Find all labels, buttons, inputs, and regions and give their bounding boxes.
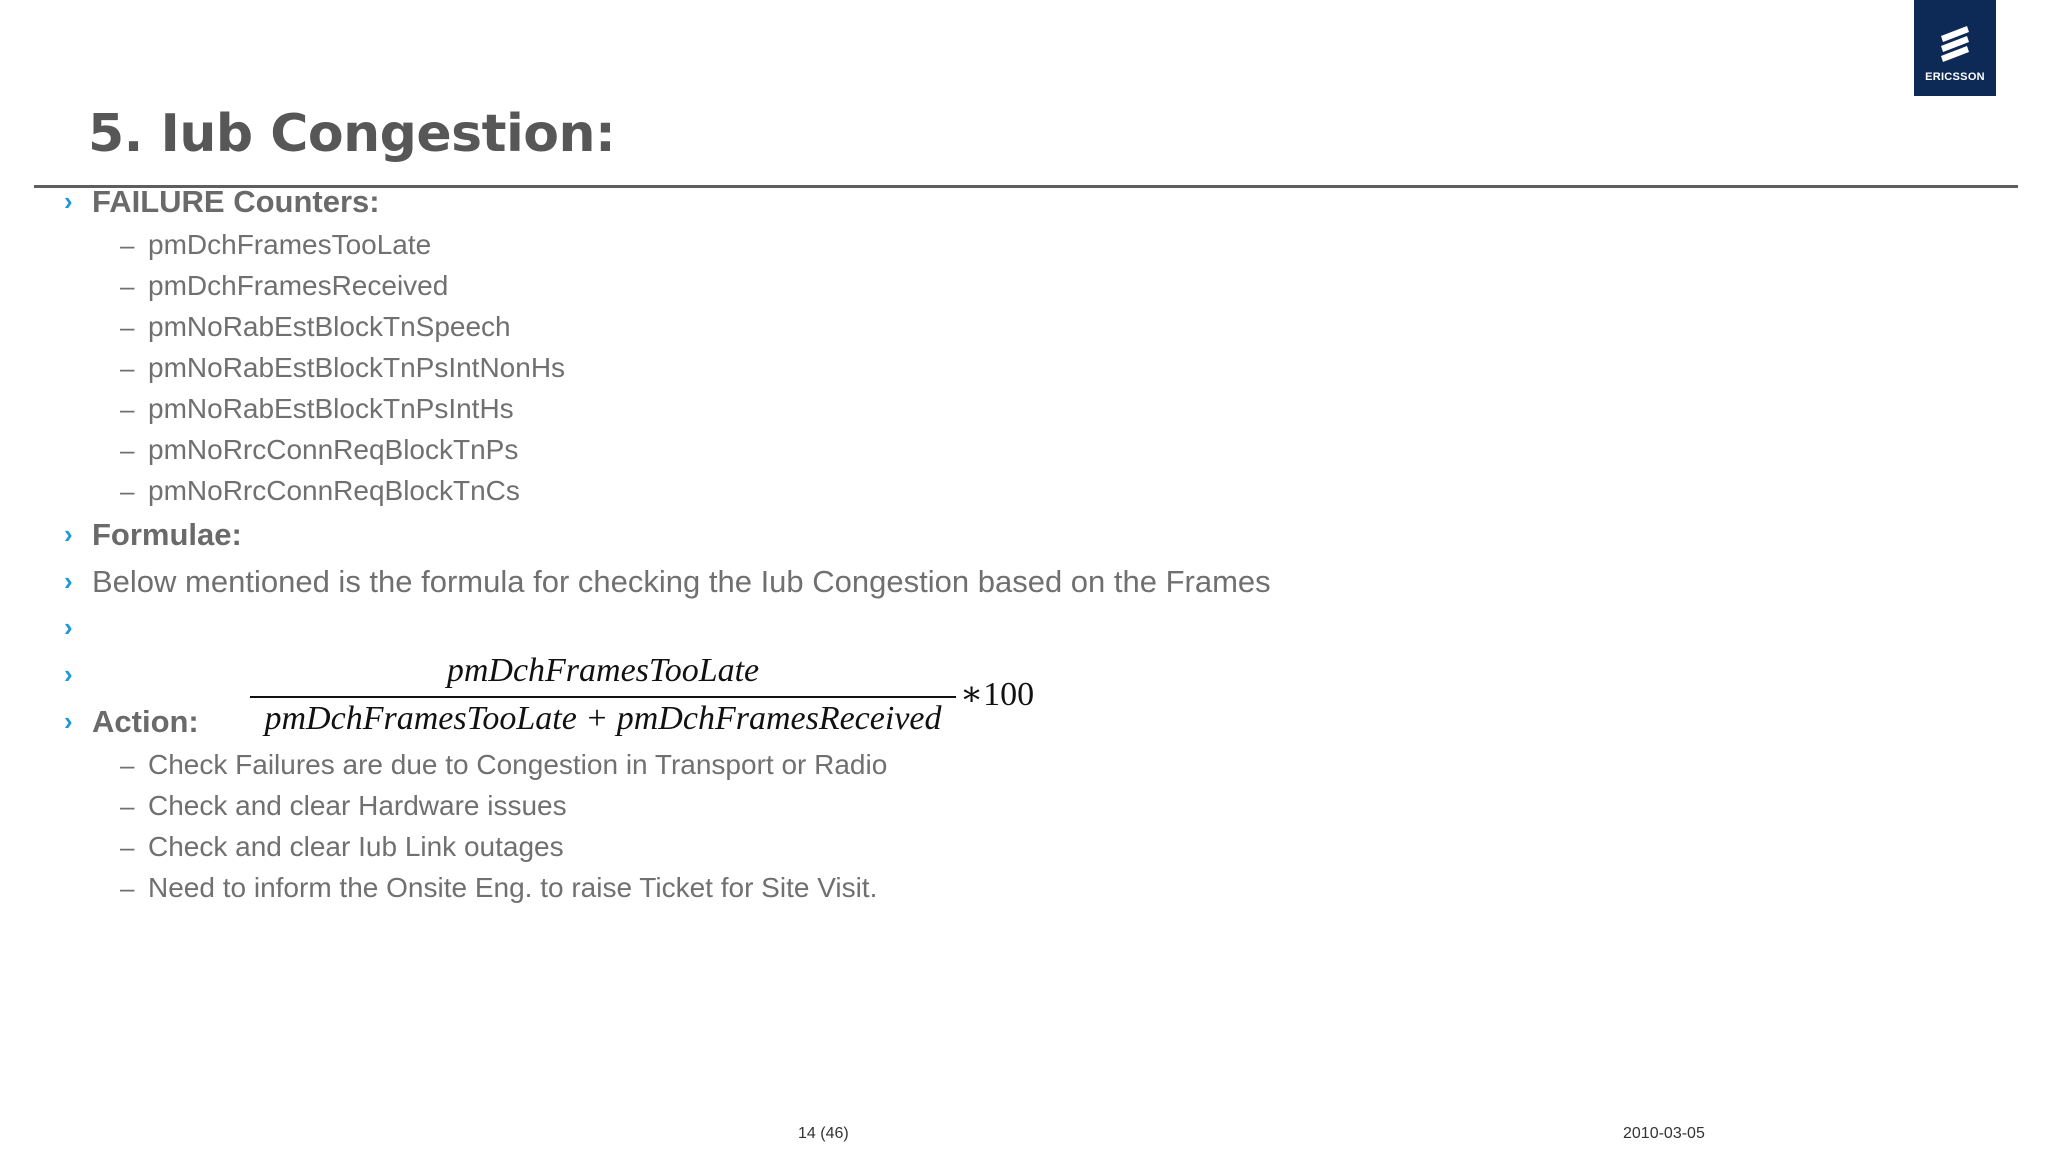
dash-icon: –: [120, 312, 135, 342]
congestion-formula: [248, 648, 1048, 748]
bullet-icon: ›: [64, 519, 73, 549]
counter-label: pmNoRabEstBlockTnPsIntHs: [148, 393, 514, 424]
ericsson-logo-icon: [1939, 26, 1971, 62]
bullet-icon: ›: [64, 612, 73, 642]
formula-intro: Below mentioned is the formula for checking the Iub Congestion based on the Frames: [92, 564, 1271, 599]
dash-icon: –: [120, 394, 135, 424]
bullet-icon: ›: [64, 706, 73, 736]
formulae-heading: Formulae:: [92, 517, 242, 552]
counter-label: pmDchFramesTooLate: [148, 229, 432, 260]
dash-icon: –: [120, 873, 135, 903]
dash-icon: –: [120, 230, 135, 260]
formula-denominator: pmDchFramesTooLate + pmDchFramesReceived: [264, 700, 942, 737]
ericsson-logo: [1914, 0, 1996, 96]
page-number: 14 (46): [798, 1125, 849, 1142]
dash-icon: –: [120, 435, 135, 465]
bullet-icon: ›: [64, 186, 73, 216]
dash-icon: –: [120, 476, 135, 506]
bullet-icon: ›: [64, 566, 73, 596]
slide-title: 5. Iub Congestion:: [88, 104, 616, 164]
action-label: Check and clear Hardware issues: [148, 790, 567, 821]
dash-icon: –: [120, 832, 135, 862]
action-label: Check and clear Iub Link outages: [148, 831, 564, 862]
counter-label: pmDchFramesReceived: [148, 270, 449, 301]
logo-text: ERICSSON: [1925, 71, 1985, 83]
action-label: Check Failures are due to Congestion in Transport or Radio: [148, 749, 888, 780]
counter-label: pmNoRrcConnReqBlockTnPs: [148, 434, 519, 465]
failure-heading: FAILURE Counters:: [92, 184, 380, 219]
formula-multiplier: ∗100: [960, 676, 1035, 713]
bullet-icon: ›: [64, 659, 73, 689]
slide-date: 2010-03-05: [1623, 1125, 1705, 1142]
counter-label: pmNoRabEstBlockTnSpeech: [148, 311, 511, 342]
dash-icon: –: [120, 791, 135, 821]
dash-icon: –: [120, 271, 135, 301]
formula-numerator: pmDchFramesTooLate: [446, 652, 760, 689]
fraction-bar: [250, 696, 956, 698]
action-heading: Action:: [92, 704, 199, 739]
action-label: Need to inform the Onsite Eng. to raise Ticket for Site Visit.: [148, 872, 878, 903]
counter-label: pmNoRrcConnReqBlockTnCs: [148, 475, 520, 506]
dash-icon: –: [120, 353, 135, 383]
counter-label: pmNoRabEstBlockTnPsIntNonHs: [148, 352, 566, 383]
dash-icon: –: [120, 750, 135, 780]
